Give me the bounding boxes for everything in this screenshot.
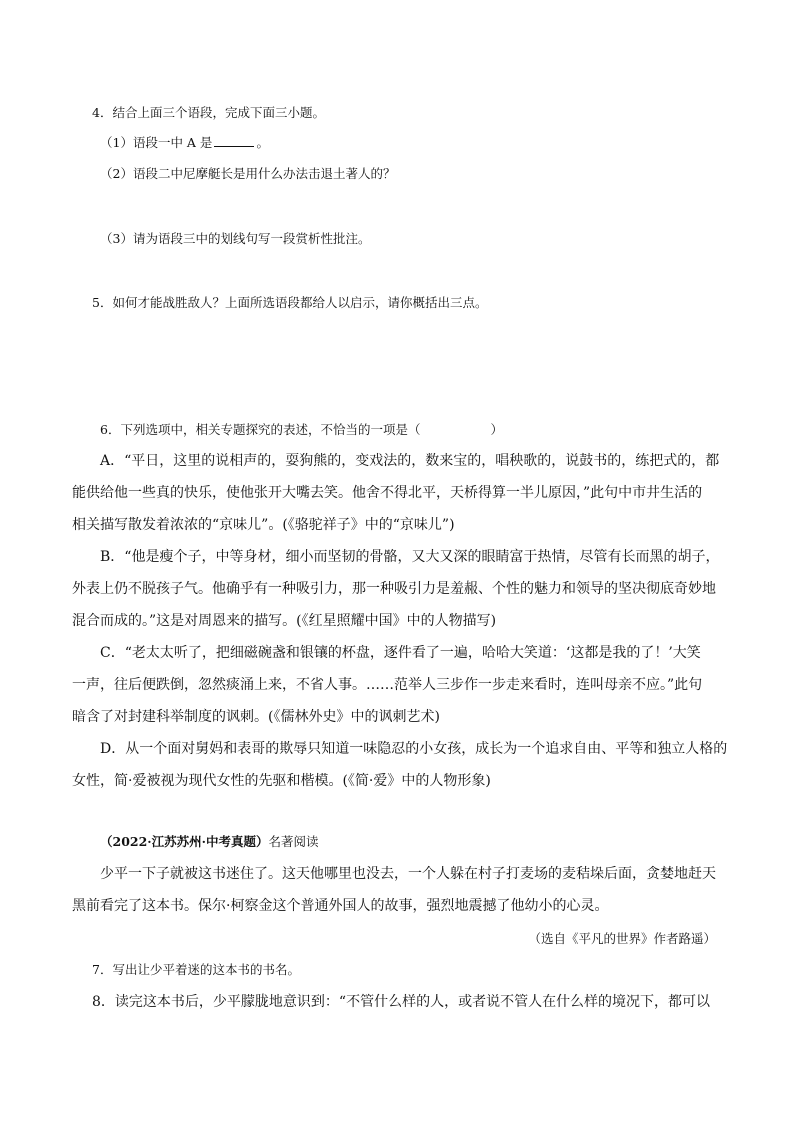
q4-sub2: （2）语段二中尼摩艇长是用什么办法击退土著人的？ [100,166,396,181]
q6-option-d-line1: D．从一个面对舅妈和表哥的欺辱只知道一味隐忍的小女孩，成长为一个追求自由、平等和独立人格的 [100,741,728,757]
q8-stem: 8．读完这本书后，少平朦胧地意识到：“不管什么样的人，或者说不管人在什么样的境况下，都可以 [92,994,711,1010]
q6-stem [100,421,503,439]
q6-option-b-line1: B．“他是瘦个子，中等身材，细小而坚韧的骨骼，又大又深的眼睛富于热情，尽管有长而黑的胡子， [100,549,720,565]
q4-sub1 [100,134,269,152]
q4-sub3: （3）请为语段三中的划线句写一段赏析性批注。 [100,231,371,246]
q6-option-d-line2: 女性，简·爱被视为现代女性的先驱和楷模。(《简·爱》中的人物形象) [72,773,491,789]
q5-stem: 5．如何才能战胜敌人？上面所选语段都给人以启示，请你概括出三点。 [92,295,488,310]
passage-line1: 少平一下子就被这书迷住了。这天他哪里也没去，一个人躲在村子打麦场的麦秸垛后面，贪婪地赶天 [100,866,716,882]
q6-stem-text: 6．下列选项中，相关专题探究的表述，不恰当的一项是（ [100,422,421,437]
q6-option-a-line1: A．“平日，这里的说相声的，耍狗熊的，变戏法的，数来宝的，唱秧歌的，说鼓书的，练把式的，都 [100,453,720,469]
section-heading [100,833,319,851]
q6-option-a-line2: 能供给他一些真的快乐，使他张开大嘴去笑。他舍不得北平，天桥得算一半儿原因，”此句中市井生活的 [72,485,703,501]
answer-blank [214,134,254,147]
q6-option-b-line3: 混合而成的。”这是对周恩来的描写。(《红星照耀中国》中的人物描写) [72,613,497,629]
section-title: 名著阅读 [268,834,319,849]
section-source: （2022·江苏苏州·中考真题） [100,834,269,849]
q6-option-c-line1: C．“老太太听了，把细磁碗盏和银镶的杯盘，逐件看了一遍，哈哈大笑道：‘这都是我的了！’大笑 [100,645,701,661]
q4-stem: 4．结合上面三个语段，完成下面三小题。 [92,105,325,120]
passage-line2: 黑前看完了这本书。保尔·柯察金这个普通外国人的故事，强烈地震撼了他幼小的心灵。 [72,898,609,914]
passage-citation: （选自《平凡的世界》作者路遥） [528,931,716,946]
q4-sub1-text: （1）语段一中 A 是 [100,135,213,150]
q6-option-a-line3: 相关描写散发着浓浓的“京味儿”。(《骆驼祥子》中的“京味儿”) [72,517,455,533]
q6-stem-close: ） [490,422,503,437]
q6-option-c-line3: 暗含了对封建科举制度的讽刺。(《儒林外史》中的讽刺艺术) [72,709,440,725]
q4-sub1-end: 。 [256,135,269,150]
q6-option-b-line2: 外表上仍不脱孩子气。他确乎有一种吸引力，那一种吸引力是羞赧、个性的魅力和领导的坚决彻底奇妙地 [72,581,716,597]
q6-option-c-line2: 一声，往后便跌倒，忽然痰涌上来，不省人事。……范举人三步作一步走来看时，连叫母亲不应。”此句 [72,677,703,693]
q7-stem: 7．写出让少平着迷的这本书的书名。 [92,962,300,977]
